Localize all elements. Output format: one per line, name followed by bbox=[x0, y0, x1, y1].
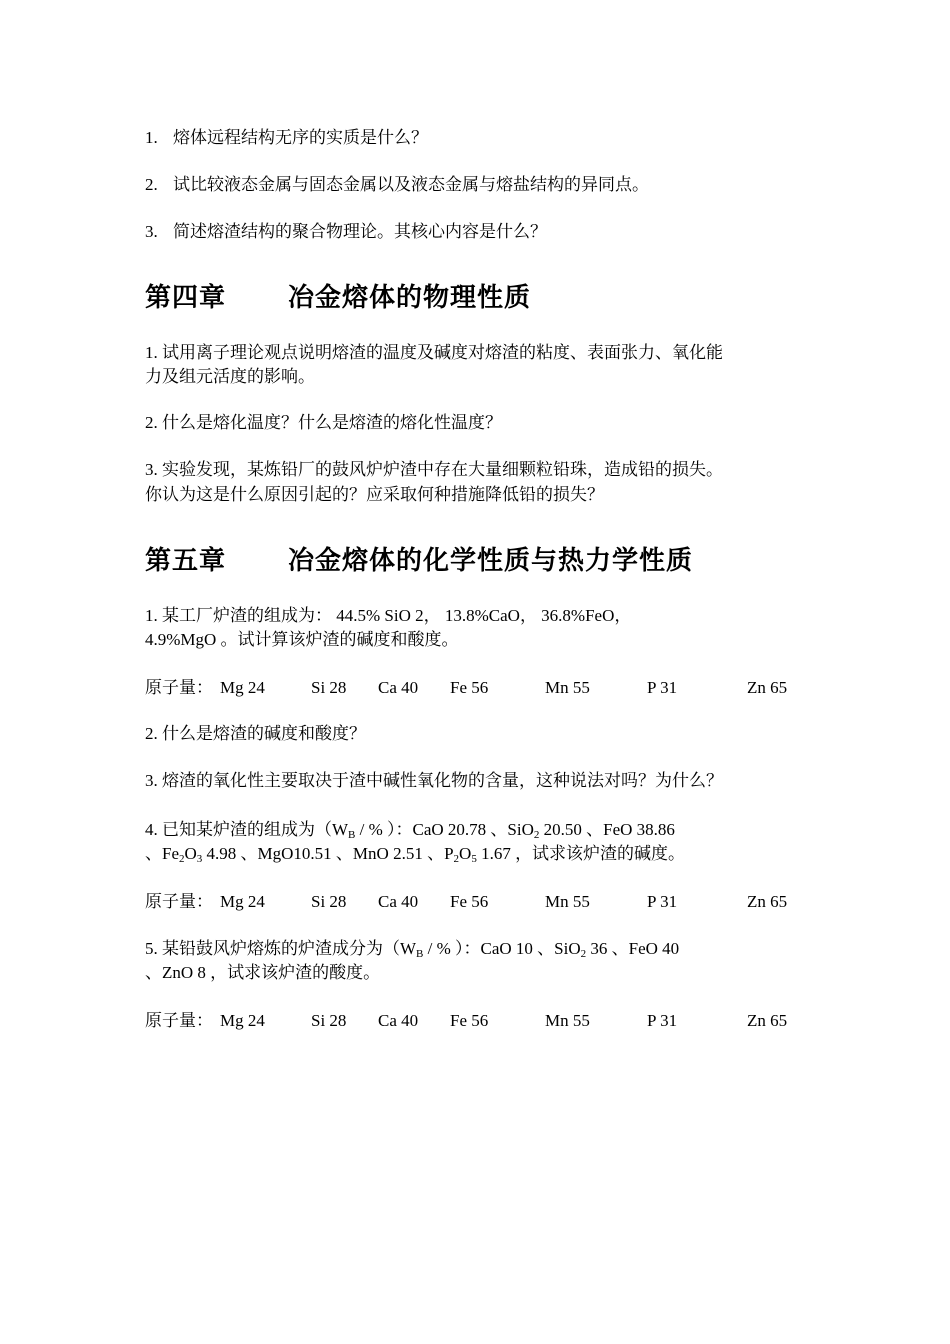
atomic-weight-p: P 31 bbox=[647, 892, 678, 911]
chapter-title: 冶金熔体的物理性质 bbox=[288, 283, 532, 313]
atomic-weights-row-2 bbox=[145, 890, 805, 914]
subscript: B bbox=[348, 829, 356, 841]
atomic-weight-mn: Mn 55 bbox=[545, 892, 590, 911]
text-run: O bbox=[459, 844, 472, 863]
text-run: 36 、FeO 40 bbox=[586, 939, 680, 958]
atomic-weight-fe: Fe 56 bbox=[450, 892, 489, 911]
atomic-weight-fe: Fe 56 bbox=[450, 678, 489, 697]
ch5-question-5-line-2: 、ZnO 8 ，试求该炉渣的酸度。 bbox=[145, 963, 381, 982]
question-number: 1. bbox=[145, 128, 158, 147]
question-number: 3. bbox=[145, 222, 158, 241]
subscript: B bbox=[416, 948, 424, 960]
atomic-weight-ca: Ca 40 bbox=[378, 678, 419, 697]
text-run: / % ）：CaO 10 、SiO bbox=[423, 939, 581, 958]
atomic-weight-ca: Ca 40 bbox=[378, 1011, 419, 1030]
intro-question-3 bbox=[145, 220, 805, 244]
subscript: 2 bbox=[533, 829, 540, 841]
subscript: 3 bbox=[196, 853, 203, 865]
ch5-question-5-line-1 bbox=[145, 937, 805, 961]
atomic-weights-label: 原子量： bbox=[145, 1011, 213, 1030]
ch4-question-3-line-1: 3. 实验发现，某炼铅厂的鼓风炉炉渣中存在大量细颗粒铅珠，造成铅的损失。 bbox=[145, 460, 723, 479]
ch5-question-1-line-2: 4.9%MgO 。试计算该炉渣的碱度和酸度。 bbox=[145, 630, 459, 649]
ch5-question-4-line-1 bbox=[145, 818, 805, 842]
text-run: 5. 某铅鼓风炉熔炼的炉渣成分为（W bbox=[145, 939, 417, 958]
chapter-label: 第五章 bbox=[145, 546, 227, 576]
chapter-title: 冶金熔体的化学性质与热力学性质 bbox=[288, 546, 694, 576]
subscript: 2 bbox=[453, 853, 460, 865]
ch4-question-3-line-2: 你认为这是什么原因引起的？应采取何种措施降低铅的损失？ bbox=[145, 485, 604, 504]
question-text: 熔体远程结构无序的实质是什么？ bbox=[173, 128, 428, 147]
subscript: 2 bbox=[580, 948, 587, 960]
chapter-label: 第四章 bbox=[145, 283, 227, 313]
text-run: 4. 已知某炉渣的组成为（W bbox=[145, 820, 349, 839]
ch5-question-4-line-2 bbox=[145, 842, 805, 866]
atomic-weight-si: Si 28 bbox=[311, 1011, 347, 1030]
atomic-weight-mn: Mn 55 bbox=[545, 1011, 590, 1030]
subscript: 2 bbox=[179, 853, 185, 865]
atomic-weight-ca: Ca 40 bbox=[378, 892, 419, 911]
atomic-weight-fe: Fe 56 bbox=[450, 1011, 489, 1030]
atomic-weights-label: 原子量： bbox=[145, 678, 213, 697]
ch4-question-1-line-2: 力及组元活度的影响。 bbox=[145, 367, 315, 386]
ch5-question-1-line-1: 1. 某工厂炉渣的组成为： 44.5% SiO 2， 13.8%CaO， 36.8%FeO， bbox=[145, 606, 632, 625]
atomic-weight-mg: Mg 24 bbox=[220, 678, 265, 697]
text-run: O bbox=[184, 844, 197, 863]
question-text: 试比较液态金属与固态金属以及液态金属与熔盐结构的异同点。 bbox=[173, 175, 649, 194]
atomic-weights-label: 原子量： bbox=[145, 892, 213, 911]
atomic-weight-zn: Zn 65 bbox=[747, 678, 788, 697]
chapter-4-heading bbox=[145, 277, 531, 314]
atomic-weight-p: P 31 bbox=[647, 678, 678, 697]
atomic-weight-p: P 31 bbox=[647, 1011, 678, 1030]
atomic-weight-mg: Mg 24 bbox=[220, 1011, 265, 1030]
atomic-weights-row-1 bbox=[145, 676, 805, 700]
ch5-question-2: 2. 什么是熔渣的碱度和酸度？ bbox=[145, 724, 366, 743]
intro-question-2 bbox=[145, 173, 805, 197]
atomic-weight-zn: Zn 65 bbox=[747, 1011, 788, 1030]
atomic-weight-zn: Zn 65 bbox=[747, 892, 788, 911]
text-run: 、Fe bbox=[145, 844, 179, 863]
ch4-question-1-line-1: 1. 试用离子理论观点说明熔渣的温度及碱度对熔渣的粘度、表面张力、氧化能 bbox=[145, 343, 723, 362]
ch4-question-2: 2. 什么是熔化温度？什么是熔渣的熔化性温度？ bbox=[145, 413, 502, 432]
text-run: / % ）：CaO 20.78 、SiO bbox=[355, 820, 534, 839]
atomic-weight-si: Si 28 bbox=[311, 678, 347, 697]
question-number: 2. bbox=[145, 175, 158, 194]
text-run: 1.67 ，试求该炉渣的碱度。 bbox=[476, 844, 686, 863]
question-text: 简述熔渣结构的聚合物理论。其核心内容是什么？ bbox=[173, 222, 547, 241]
text-run: 20.50 、FeO 38.86 bbox=[539, 820, 675, 839]
atomic-weight-si: Si 28 bbox=[311, 892, 347, 911]
intro-question-1 bbox=[145, 126, 805, 150]
text-run: 4.98 、MgO10.51 、MnO 2.51 、P bbox=[202, 844, 454, 863]
atomic-weights-row-3 bbox=[145, 1009, 805, 1033]
atomic-weight-mn: Mn 55 bbox=[545, 678, 590, 697]
chapter-5-heading bbox=[145, 540, 693, 577]
atomic-weight-mg: Mg 24 bbox=[220, 892, 265, 911]
subscript: 5 bbox=[471, 853, 477, 865]
ch5-question-3: 3. 熔渣的氧化性主要取决于渣中碱性氧化物的含量，这种说法对吗？为什么？ bbox=[145, 771, 723, 790]
